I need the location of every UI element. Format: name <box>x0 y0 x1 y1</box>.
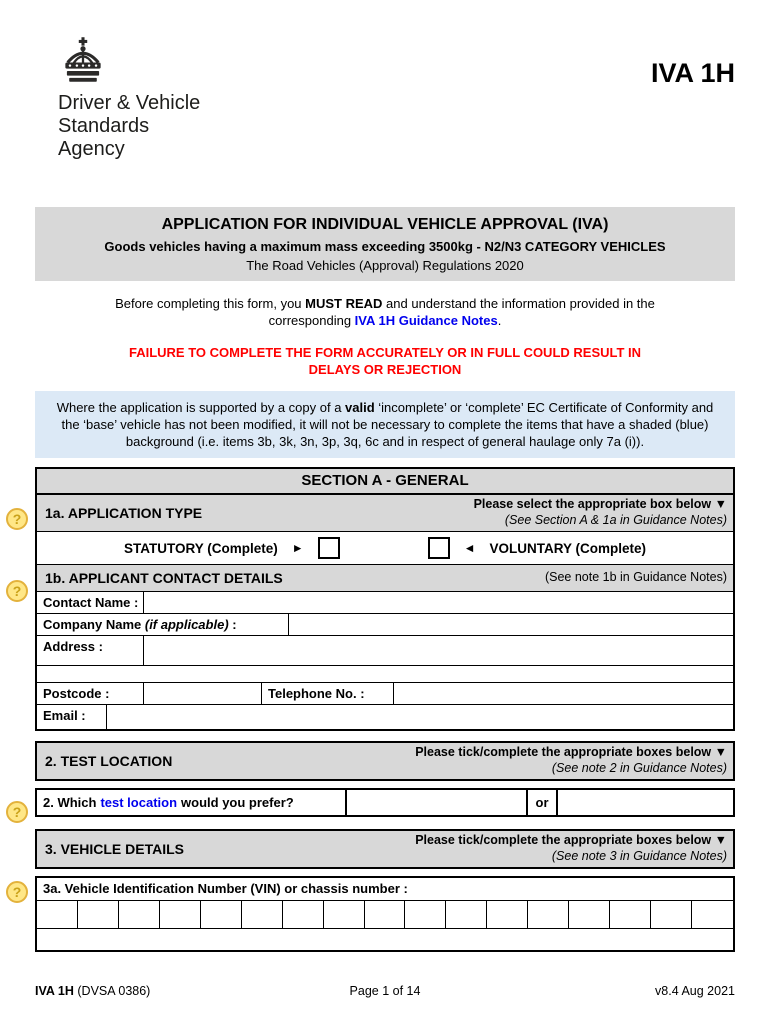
vin-cell[interactable] <box>242 901 283 928</box>
help-annotation-icon[interactable] <box>6 580 28 602</box>
agency-name-line: Driver & Vehicle <box>58 92 201 114</box>
item-1a-instruction: Please select the appropriate box below ▼ <box>473 497 727 511</box>
vin-cell[interactable] <box>201 901 242 928</box>
footer-form-ref <box>35 984 268 998</box>
form-regulation: The Road Vehicles (Approval) Regulations 2020 <box>246 258 524 273</box>
page-number: Page 1 of 14 <box>349 984 421 998</box>
item-3-instruction: Please tick/complete the appropriate boxes below ▼ <box>415 833 727 847</box>
vin-cell[interactable] <box>692 901 733 928</box>
contact-name-input[interactable] <box>144 592 733 613</box>
test-location-question <box>37 790 345 815</box>
application-type-row <box>37 532 733 565</box>
agency-name-line: Standards <box>58 115 150 137</box>
item-3-label: 3. VEHICLE DETAILS <box>45 840 184 857</box>
must-read-text: MUST READ <box>305 296 383 311</box>
label-part: Company Name <box>43 617 142 632</box>
help-annotation-icon[interactable] <box>6 801 28 823</box>
help-glyph: ? <box>12 511 22 527</box>
vin-cell[interactable] <box>283 901 324 928</box>
postcode-input[interactable] <box>144 683 262 704</box>
note-part: Where the application is supported by a copy of a <box>56 400 346 415</box>
item-1b-guidance: (See note 1b in Guidance Notes) <box>544 570 727 585</box>
vin-extra-input[interactable] <box>37 929 733 950</box>
vin-cell-row <box>37 901 733 929</box>
intro-part: Before completing this form, you <box>115 296 306 311</box>
item-1a-guidance: (See Section A & 1a in Guidance Notes) <box>504 512 727 527</box>
form-code: IVA 1H <box>650 58 735 88</box>
agency-name-line: Agency <box>58 138 125 160</box>
dvsa-logo <box>58 36 200 161</box>
intro-text <box>35 295 735 329</box>
guidance-notes-link[interactable]: IVA 1H Guidance Notes <box>354 313 498 328</box>
address-label: Address : <box>37 636 144 665</box>
test-location-input-2[interactable] <box>556 790 733 815</box>
crown-crest-icon <box>60 36 106 86</box>
item-2-label: 2. TEST LOCATION <box>45 752 173 769</box>
item-3-instructions <box>415 833 727 864</box>
test-location-link[interactable]: test location <box>100 795 178 810</box>
form-title-box <box>35 207 735 281</box>
form-title: APPLICATION FOR INDIVIDUAL VEHICLE APPROVAL (IVA) <box>161 216 609 233</box>
conformity-note <box>35 391 735 458</box>
help-annotation-icon[interactable] <box>6 508 28 530</box>
page-header <box>35 36 735 161</box>
question-part: would you prefer? <box>181 795 294 810</box>
item-3-guidance: (See note 3 in Guidance Notes) <box>551 848 727 863</box>
left-arrow-icon: ◄ <box>463 541 476 555</box>
item-2-instruction: Please tick/complete the appropriate boxes below ▼ <box>415 745 727 759</box>
help-glyph: ? <box>12 804 22 820</box>
label-part: : <box>228 617 237 632</box>
vin-cell[interactable] <box>528 901 569 928</box>
or-label: or <box>535 795 549 810</box>
company-name-label <box>37 614 289 635</box>
item-2-guidance: (See note 2 in Guidance Notes) <box>551 760 727 775</box>
right-arrow-icon: ► <box>291 541 304 555</box>
warning-text: FAILURE TO COMPLETE THE FORM ACCURATELY OR IN FULL COULD RESULT IN DELAYS OR REJECTION <box>128 345 642 377</box>
vin-cell[interactable] <box>569 901 610 928</box>
help-glyph: ? <box>12 884 22 900</box>
help-glyph: ? <box>12 583 22 599</box>
vin-cell[interactable] <box>160 901 201 928</box>
vin-cell[interactable] <box>610 901 651 928</box>
contact-name-row <box>37 592 733 614</box>
vin-table <box>35 876 735 952</box>
section-a-title: SECTION A - GENERAL <box>37 469 733 495</box>
email-label: Email : <box>37 705 107 729</box>
address-input[interactable] <box>144 636 733 665</box>
section-a-table <box>35 467 735 731</box>
test-location-row <box>35 788 735 817</box>
vin-cell[interactable] <box>324 901 365 928</box>
question-part: 2. Which <box>43 795 97 810</box>
vin-label: 3a. Vehicle Identification Number (VIN) or chassis number : <box>37 878 733 901</box>
footer-form-code: IVA 1H <box>35 984 74 998</box>
item-2-header <box>35 741 735 781</box>
vin-cell[interactable] <box>446 901 487 928</box>
vin-cell[interactable] <box>405 901 446 928</box>
help-annotation-icon[interactable] <box>6 881 28 903</box>
item-1a-label: 1a. APPLICATION TYPE <box>45 504 203 521</box>
item-1a-instructions <box>474 497 727 528</box>
email-input[interactable] <box>107 705 733 729</box>
email-row <box>37 705 733 729</box>
form-subtitle: Goods vehicles having a maximum mass exceeding 3500kg - N2/N3 CATEGORY VEHICLES <box>104 239 666 254</box>
vin-cell[interactable] <box>487 901 528 928</box>
vin-cell[interactable] <box>78 901 119 928</box>
telephone-label: Telephone No. : <box>262 683 394 704</box>
test-location-input-1[interactable] <box>345 790 528 815</box>
company-name-row <box>37 614 733 636</box>
postcode-telephone-row <box>37 683 733 705</box>
agency-name <box>58 92 200 161</box>
intro-part: and understand the information provided in the corresponding <box>268 296 655 328</box>
intro-part: . <box>497 313 502 328</box>
vin-cell[interactable] <box>651 901 692 928</box>
vin-cell[interactable] <box>119 901 160 928</box>
postcode-label: Postcode : <box>37 683 144 704</box>
note-part: ‘incomplete’ or ‘complete’ EC Certificate of Conformity and the ‘base’ vehicle has not been modified, it will not be necessary to complete the items that have a shaded (blue) background (i.e. items 3b, 3k, 3n, 3p, 3q, 6c and in respect of general haulage only 7a (i)). <box>61 400 714 449</box>
vin-cell[interactable] <box>365 901 406 928</box>
voluntary-checkbox[interactable] <box>428 537 450 559</box>
statutory-checkbox[interactable] <box>318 537 340 559</box>
address-input-line-2[interactable] <box>37 666 733 683</box>
item-1b-header <box>37 565 733 592</box>
telephone-input[interactable] <box>394 683 733 704</box>
company-name-input[interactable] <box>289 614 733 635</box>
version-label: v8.4 Aug 2021 <box>655 984 735 998</box>
footer-form-number: (DVSA 0386) <box>73 984 151 998</box>
vin-cell[interactable] <box>37 901 78 928</box>
item-3-header <box>35 829 735 869</box>
valid-text: valid <box>345 400 375 415</box>
label-part-italic: (if applicable) <box>141 617 229 632</box>
item-2-instructions <box>415 745 727 776</box>
contact-name-label: Contact Name : <box>37 592 144 613</box>
page-footer <box>35 984 735 998</box>
address-row <box>37 636 733 666</box>
voluntary-label: VOLUNTARY (Complete) <box>489 540 647 556</box>
item-1b-label: 1b. APPLICANT CONTACT DETAILS <box>45 570 283 586</box>
statutory-label: STATUTORY (Complete) <box>123 540 278 556</box>
item-1a-header <box>37 495 733 532</box>
